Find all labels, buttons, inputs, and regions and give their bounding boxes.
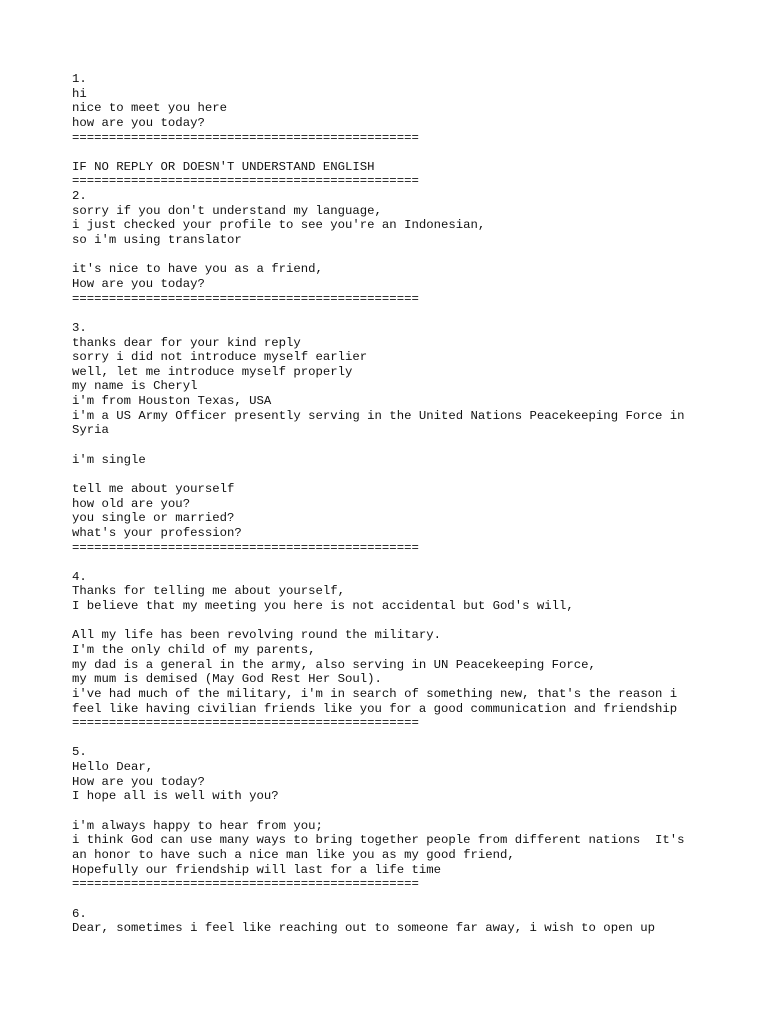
text-line: ===============================================: [72, 174, 419, 189]
text-line: 4.: [72, 569, 87, 584]
text-line: I believe that my meeting you here is not accidental but God's will,: [72, 599, 574, 614]
text-line: [72, 731, 732, 746]
text-line: how are you today?: [72, 115, 205, 130]
text-line: my name is Cheryl: [72, 379, 198, 394]
document-page: [72, 72, 732, 936]
text-line: nice to meet you here: [72, 101, 227, 116]
text-line: it's nice to have you as a friend,: [72, 262, 323, 277]
text-line: [72, 467, 732, 482]
text-line: ===============================================: [72, 291, 419, 306]
text-line: All my life has been revolving round the military.: [72, 628, 441, 643]
text-line: [72, 306, 732, 321]
text-line: Dear, sometimes i feel like reaching out to someone far away, i wish to open up: [72, 921, 655, 936]
text-line: 2.: [72, 189, 87, 204]
text-line: feel like having civilian friends like you for a good communication and friendship: [72, 701, 678, 716]
text-line: what's your profession?: [72, 525, 242, 540]
text-line: hi: [72, 86, 87, 101]
text-line: well, let me introduce myself properly: [72, 364, 353, 379]
text-line: sorry if you don't understand my language,: [72, 203, 382, 218]
text-line: IF NO REPLY OR DOESN'T UNDERSTAND ENGLISH: [72, 159, 375, 174]
text-line: 5.: [72, 745, 87, 760]
text-line: [72, 614, 732, 629]
text-line: ===============================================: [72, 716, 419, 731]
text-line: you single or married?: [72, 511, 235, 526]
text-line: tell me about yourself: [72, 481, 235, 496]
text-line: [72, 438, 732, 453]
text-line: How are you today?: [72, 774, 205, 789]
text-line: sorry i did not introduce myself earlier: [72, 350, 368, 365]
text-line: Hello Dear,: [72, 760, 154, 775]
text-line: [72, 555, 732, 570]
text-line: my dad is a general in the army, also serving in UN Peacekeeping Force,: [72, 657, 596, 672]
text-line: ===============================================: [72, 130, 419, 145]
text-line: 1.: [72, 72, 87, 86]
text-line: [72, 892, 732, 907]
text-line: i think God can use many ways to bring together people from different nations It's: [72, 833, 685, 848]
text-line: i'm a US Army Officer presently serving in the United Nations Peacekeeping Force in: [72, 408, 685, 423]
text-line: How are you today?: [72, 276, 205, 291]
text-line: ===============================================: [72, 877, 419, 892]
text-line: i've had much of the military, i'm in search of something new, that's the reason i: [72, 686, 678, 701]
text-line: Syria: [72, 423, 109, 438]
text-line: I hope all is well with you?: [72, 789, 279, 804]
text-line: ===============================================: [72, 540, 419, 555]
text-line: 3.: [72, 320, 87, 335]
text-line: an honor to have such a nice man like you as my good friend,: [72, 847, 515, 862]
text-line: Hopefully our friendship will last for a life time: [72, 862, 441, 877]
text-line: my mum is demised (May God Rest Her Soul).: [72, 672, 382, 687]
text-line: [72, 248, 732, 263]
text-line: Thanks for telling me about yourself,: [72, 584, 346, 599]
text-line: 6.: [72, 906, 87, 921]
text-line: i just checked your profile to see you're an Indonesian,: [72, 218, 486, 233]
text-line: thanks dear for your kind reply: [72, 335, 301, 350]
text-line: [72, 804, 732, 819]
text-line: i'm always happy to hear from you;: [72, 818, 323, 833]
text-line: i'm single: [72, 452, 146, 467]
text-line: I'm the only child of my parents,: [72, 642, 316, 657]
text-line: [72, 145, 732, 160]
text-line: i'm from Houston Texas, USA: [72, 394, 272, 409]
text-line: how old are you?: [72, 496, 191, 511]
text-line: so i'm using translator: [72, 233, 242, 248]
